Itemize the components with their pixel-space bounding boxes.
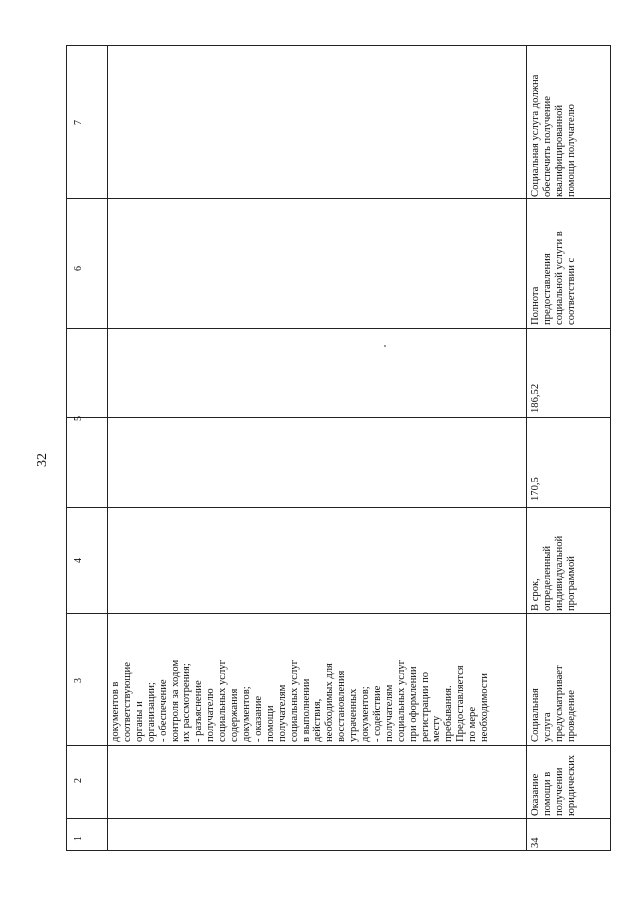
text-line: помощи получателю: [565, 104, 577, 197]
text-line: юридических: [565, 754, 577, 816]
text-line: получении: [553, 767, 565, 816]
table-divider: [66, 328, 611, 329]
table-divider: [66, 507, 611, 508]
text-line: по мере: [467, 706, 479, 742]
text-line: квалифицированной: [553, 104, 565, 197]
header-row-divider: [107, 45, 108, 851]
text-line: соответствующие: [121, 662, 133, 742]
text-line: получателю: [205, 688, 217, 742]
text-line: документов в: [110, 681, 121, 742]
text-line: - разъяснение: [193, 680, 205, 742]
row-divider: [526, 45, 527, 851]
header-col-6: 6: [73, 266, 84, 271]
scan-speck: [384, 345, 386, 347]
service-description: [530, 665, 578, 742]
header-col-1: 1: [73, 836, 84, 841]
text-line: В срок,: [530, 578, 541, 611]
text-line: - оказание: [252, 695, 264, 742]
text-line: социальных услуг: [288, 660, 300, 742]
table-border-right: [610, 45, 611, 851]
text-line: получателям: [276, 684, 288, 742]
continuation-col3-text: [110, 660, 491, 742]
text-line: - обеспечение: [157, 679, 169, 742]
text-line: обеспечить получение: [541, 96, 553, 197]
header-col-3: 3: [73, 678, 84, 683]
text-line: документов;: [240, 686, 252, 742]
text-line: социальной услуги в: [553, 231, 565, 325]
text-line: необходимости: [479, 673, 491, 742]
text-line: при оформлении: [407, 666, 419, 742]
text-line: месту: [431, 715, 443, 742]
text-line: восстановления: [336, 670, 348, 742]
quality-indicator: [530, 231, 578, 325]
text-line: содержания: [229, 688, 241, 742]
text-line: социальных услуг: [395, 660, 407, 742]
service-term: [530, 536, 578, 611]
text-line: предусматривает: [553, 665, 565, 742]
evaluation-condition: [530, 75, 578, 197]
text-line: Социальная услуга должна: [530, 74, 541, 197]
text-line: Оказание: [530, 773, 541, 816]
table-border-left: [66, 45, 67, 851]
text-line: проведение: [565, 690, 577, 742]
table-divider: [66, 613, 611, 614]
text-line: предоставления: [541, 253, 553, 325]
text-line: соответствии с: [565, 257, 577, 325]
header-col-7: 7: [73, 120, 84, 125]
row-number: 34: [530, 837, 541, 848]
text-line: действия,: [312, 698, 324, 742]
text-line: помощи: [264, 705, 276, 742]
page-number: 32: [35, 453, 50, 467]
table-border-bottom: [66, 850, 611, 851]
text-line: утраченных: [348, 688, 360, 742]
table-divider: [66, 198, 611, 199]
text-line: пребывания.: [443, 685, 455, 742]
text-line: регистрации по: [419, 671, 431, 742]
text-line: - содействие: [371, 685, 383, 742]
tariff-value-1: 170,5: [530, 477, 541, 501]
text-line: получателям: [383, 684, 395, 742]
header-col-4: 4: [73, 558, 84, 563]
tariff-value-2: 186,52: [530, 383, 541, 413]
header-col-5: 5: [73, 416, 84, 421]
text-line: индивидуальной: [553, 535, 565, 611]
text-line: Социальная: [530, 688, 541, 742]
service-name: [530, 755, 578, 816]
table-divider: [66, 417, 611, 418]
text-line: определенный: [541, 545, 553, 611]
table-divider: [66, 745, 611, 746]
table-divider: [66, 818, 611, 819]
text-line: органы и: [133, 701, 145, 742]
text-line: необходимых для: [324, 663, 336, 742]
document-table: [66, 45, 611, 851]
text-line: их рассмотрения;: [181, 663, 193, 742]
text-line: Предоставляется: [455, 665, 467, 742]
header-col-2: 2: [73, 778, 84, 783]
table-border-top: [66, 45, 611, 46]
text-line: социальных услуг: [217, 660, 229, 742]
text-line: программой: [565, 556, 577, 611]
text-line: организации;: [145, 682, 157, 742]
text-line: услуга: [541, 712, 553, 742]
text-line: контроля за ходом: [169, 659, 181, 742]
text-line: помощи в: [541, 771, 553, 816]
text-line: документов;: [360, 686, 372, 742]
text-line: Полнота: [530, 286, 541, 325]
text-line: в выполнении: [300, 678, 312, 742]
